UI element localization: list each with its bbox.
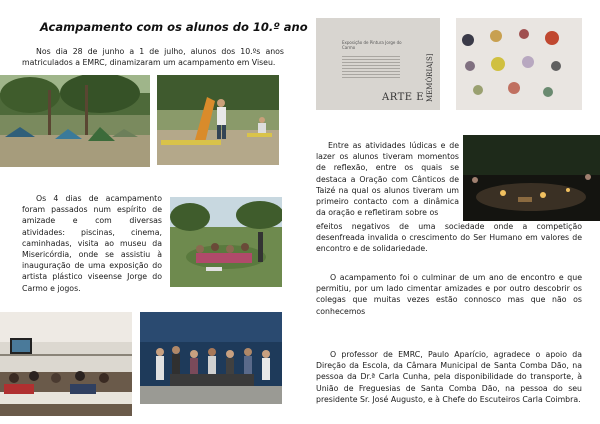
photo-group-portrait — [140, 312, 282, 404]
acknowledgement-paragraph: O professor de EMRC, Paulo Aparício, agradece o apoio da Direção da Escola, da Câmara Municipal de Santa Comba Dão, na pessoa da Dr.ª Carla Cunha, pela disponibilidade do transporte, à União de Freguesias de Santa Comba Dão, na pessoa do seu presidente Sr. José Augusto, e à Chefe do Escuteiros Carla Coimbra. — [316, 350, 582, 404]
poster-text-lines — [342, 54, 400, 78]
intro-paragraph: Nos dia 28 de junho a 1 de julho, alunos dos 10.ºs anos matriculados a EMRC, dinamizaram um acampamento em Viseu. — [22, 47, 284, 68]
photo-artwork — [456, 18, 582, 110]
activities-paragraph: Os 4 dias de acampamento foram passados num espírito de amizade e com diversas atividades: piscinas, cinema, caminhadas, visita ao museu da Misericórdia, onde se assistiu à inauguração de uma exposição do artista plástico viseense Jorge do Carmo e jogos. — [22, 194, 162, 293]
poster-small-heading: Exposição de Pintura Jorge do Carmo — [342, 40, 402, 50]
poster-main-label: ARTE E — [382, 92, 425, 103]
poster-vertical-label: MEMÓRIA[S] — [426, 53, 434, 102]
photo-tents — [0, 75, 150, 167]
page-title: Acampamento com os alunos do 10.º ano — [40, 20, 308, 34]
exhibition-poster — [316, 18, 440, 110]
photo-dining-hall — [0, 312, 132, 416]
photo-camp-activity — [157, 75, 279, 165]
conclusion-paragraph: O acampamento foi o culminar de um ano de encontro e que permitiu, por um lado cimentar amizades e por outro descobrir os colegas que muitas vezes estão connosco mas que não os conhecemos — [316, 273, 582, 316]
reflection-paragraph-continued: efeitos negativos de uma sociedade onde a competição desenfreada invalida o crescimento do Ser Humano em valores de encontro e de solidariedade. — [316, 222, 582, 254]
photo-night-prayer — [463, 135, 600, 221]
reflection-paragraph: Entre as atividades lúdicas e de lazer os alunos tiveram momentos de reflexão, entre os quais se destaca a Oração com Cânticos de Taizé na qual os alunos tiveram um primeiro contacto com a dinâmica da oração e refletiram sobre os — [316, 141, 459, 218]
photo-group-grass — [170, 197, 282, 287]
